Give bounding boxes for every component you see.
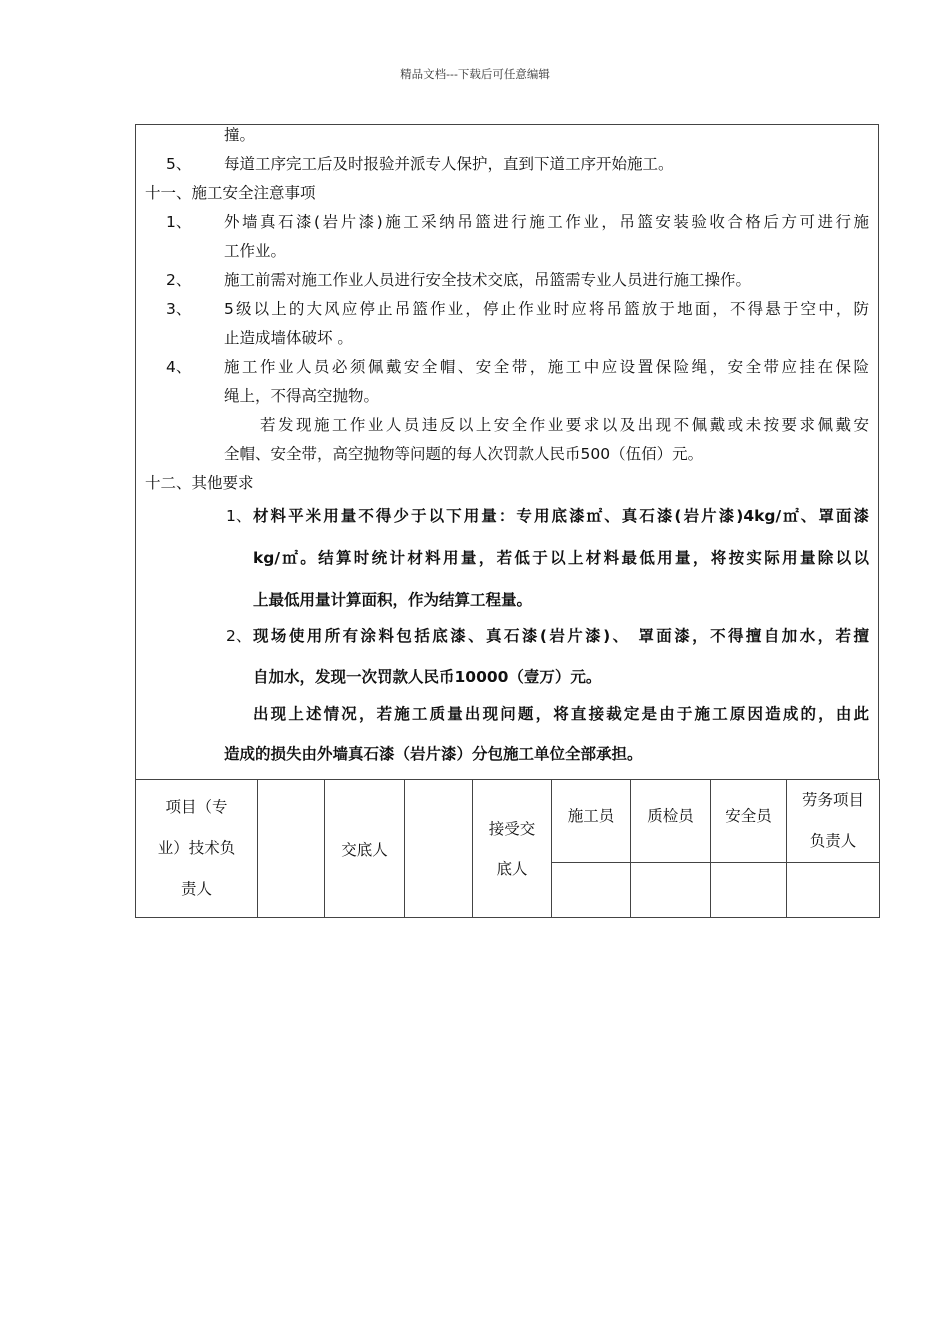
discloser-label: 交底人 (325, 780, 405, 918)
tech-lead-label-cell (136, 780, 258, 918)
s12-summary-line-1: 出现上述情况，若施工质量出现问题，将直接裁定是由于施工原因造成的，由此 (253, 705, 869, 723)
page-header: 精品文档---下载后可任意编辑 (400, 67, 550, 81)
s11-item-1-line-1: 外墙真石漆(岩片漆)施工采纳吊篮进行施工作业，吊篮安装验收合格后方可进行施 (224, 213, 869, 231)
s12-item-2-line-1: 现场使用所有涂料包括底漆、真石漆(岩片漆)、 罩面漆，不得擅自加水，若擅 (253, 627, 869, 645)
receiver-label-line-1: 接受交 (488, 819, 536, 838)
inspector-signature-cell[interactable] (631, 863, 711, 918)
s11-item-2-number: 2、 (166, 271, 192, 289)
discloser-signature-cell[interactable] (405, 780, 473, 918)
safety-officer-label: 安全员 (711, 780, 787, 863)
s11-item-4-number: 4、 (166, 358, 192, 376)
constructor-label: 施工员 (552, 780, 631, 863)
s11-item-1-number: 1、 (166, 213, 192, 231)
continued-text: 撞。 (224, 126, 256, 144)
s12-item-1-line-2: kg/㎡。结算时统计材料用量，若低于以上材料最低用量，将按实际用量除以以 (253, 549, 869, 567)
tech-lead-signature-cell[interactable] (258, 780, 325, 918)
item-5-text: 每道工序完工后及时报验并派专人保护，直到下道工序开始施工。 (224, 155, 674, 173)
s11-penalty-line-2: 全帽、安全带，高空抛物等问题的每人次罚款人民币500（伍佰）元。 (224, 445, 704, 463)
s11-item-3-line-1: 5级以上的大风应停止吊篮作业，停止作业时应将吊篮放于地面，不得悬于空中，防 (224, 300, 869, 318)
section-11-title: 十一、施工安全注意事项 (145, 184, 316, 202)
s11-penalty-line-1: 若发现施工作业人员违反以上安全作业要求以及出现不佩戴或未按要求佩戴安 (260, 416, 869, 434)
tech-lead-label-line-3: 责人 (180, 880, 212, 898)
section-12-title: 十二、其他要求 (145, 474, 254, 492)
s12-item-1-line-3: 上最低用量计算面积，作为结算工程量。 (253, 591, 533, 609)
constructor-signature-cell[interactable] (552, 863, 631, 918)
item-5-number: 5、 (166, 155, 192, 173)
s11-item-2-line-1: 施工前需对施工作业人员进行安全技术交底，吊篮需专业人员进行施工操作。 (224, 271, 752, 289)
signature-table (135, 779, 880, 918)
tech-lead-label-line-2: 业）技术负 (157, 839, 236, 857)
safety-officer-signature-cell[interactable] (711, 863, 787, 918)
labor-lead-label-line-1: 劳务项目 (801, 791, 864, 809)
s12-summary-line-2: 造成的损失由外墙真石漆（岩片漆）分包施工单位全部承担。 (224, 745, 643, 763)
s12-item-1-line-1: 材料平米用量不得少于以下用量：专用底漆㎡、真石漆(岩片漆)4kg/㎡、罩面漆 (253, 507, 869, 525)
labor-lead-signature-cell[interactable] (787, 863, 880, 918)
s11-item-4-line-1: 施工作业人员必须佩戴安全帽、安全带，施工中应设置保险绳，安全带应挂在保险 (224, 358, 869, 376)
s12-item-2-number: 2、 (226, 627, 252, 645)
s11-item-1-line-2: 工作业。 (224, 242, 287, 260)
s11-item-4-line-2: 绳上，不得高空抛物。 (224, 387, 380, 405)
inspector-label: 质检员 (631, 780, 711, 863)
receiver-label-cell (473, 780, 552, 918)
receiver-label-line-2: 底人 (496, 859, 528, 878)
labor-lead-label-cell (787, 780, 880, 863)
s11-item-3-line-2: 止造成墙体破坏 。 (224, 329, 353, 347)
tech-lead-label-line-1: 项目（专 (165, 798, 228, 816)
s12-item-2-line-2: 自加水，发现一次罚款人民币10000（壹万）元。 (253, 668, 602, 686)
labor-lead-label-line-2: 负责人 (809, 832, 857, 850)
s12-item-1-number: 1、 (226, 507, 252, 525)
s11-item-3-number: 3、 (166, 300, 192, 318)
